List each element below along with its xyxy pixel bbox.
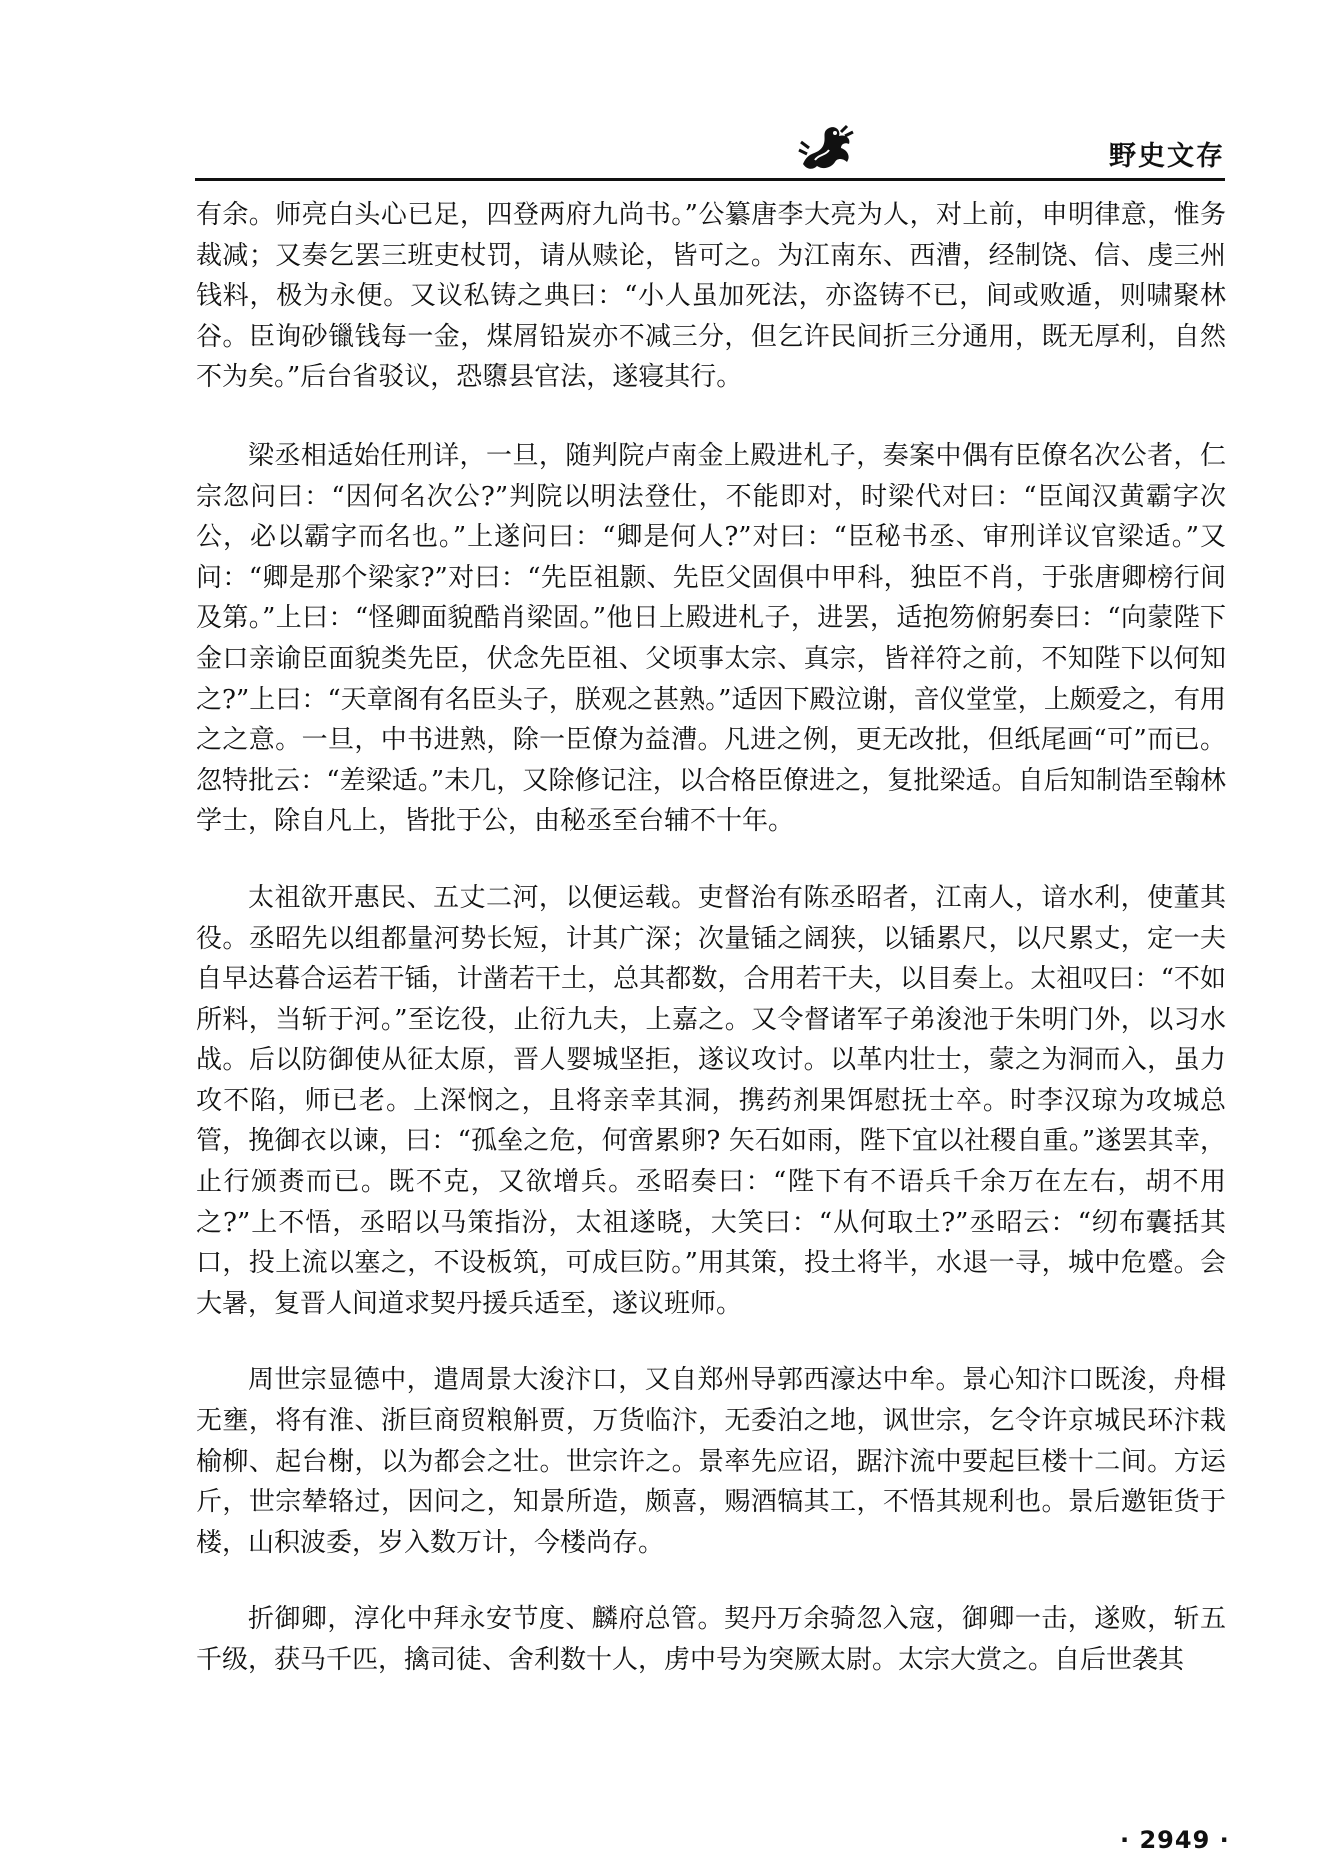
series-title: 野史文存 [1109,141,1225,172]
header-rule [195,178,1225,181]
paragraph-zhou-jing: 周世宗显德中，遣周景大浚汴口，又自郑州导郭西濠达中牟。景心知汴口既浚，舟楫无壅，将有淮、浙巨商贸粮斛贾，万货临汴，无委泊之地，讽世宗，乞令许京城民环汴栽榆柳、起台榭，以为都会之壮。世宗许之。景率先应诏，踞汴流中要起巨楼十二间。方运斤，世宗辇辂过，因问之，知景所造，颇喜，赐酒犒其工，不悟其规利也。景后邀钜货于楼，山积波委，岁入数万计，今楼尚存。 [196,1365,1226,1558]
paragraph-liang-shi: 梁丞相适始任刑详，一旦，随判院卢南金上殿进札子，奏案中偶有臣僚名次公者，仁宗忽问曰：“因何名次公?”判院以明法登仕，不能即对，时梁代对曰：“臣闻汉黄霸字次公，必以霸字而名也。”上遂问曰：“卿是何人?”对曰：“臣秘书丞、审刑详议官梁适。”又问：“卿是那个梁家?”对曰：“先臣祖颢、先臣父固俱中甲科，独臣不肖，于张唐卿榜行间及第。”上曰：“怪卿面貌酷肖梁固。”他日上殿进札子，进罢，适抱笏俯躬奏曰：“向蒙陛下金口亲谕臣面貌类先臣，伏念先臣祖、父顷事太宗、真宗，皆祥符之前，不知陛下以何知之?”上曰：“天章阁有名臣头子，朕观之甚熟。”适因下殿泣谢，音仪堂堂，上颇爱之，有用之之意。一旦，中书进熟，除一臣僚为益漕。凡进之例，更无改批，但纸尾画“可”而已。忽特批云：“差梁适。”未几，又除修记注，以合格臣僚进之，复批梁适。自后知制诰至翰林学士，除自凡上，皆批于公，由秘丞至台辅不十年。 [196,440,1226,837]
page-number: · 2949 · [1120,1826,1230,1854]
paragraph-continued: 有余。师亮白头心已足，四登两府九尚书。”公纂唐李大亮为人，对上前，申明律意，惟务裁减；又奏乞罢三班吏杖罚，请从赎论，皆可之。为江南东、西漕，经制饶、信、虔三州钱料，极为永便。又议私铸之典曰：“小人虽加死法，亦盗铸不已，间或败遁，则啸聚林谷。臣询砂镴钱每一金，煤屑铅炭亦不减三分，但乞许民间折三分通用，既无厚利，自然不为矣。”后台省驳议，恐隳县官法，遂寝其行。 [196,200,1226,393]
dragon-emblem-icon [795,120,857,176]
body-text [196,195,1226,1681]
paragraph-taizu-canals: 太祖欲开惠民、五丈二河，以便运载。吏督治有陈丞昭者，江南人，谙水利，使董其役。丞昭先以组都量河势长短，计其广深；次量锸之阔狭，以锸累尺，以尺累丈，定一夫自早达暮合运若干锸，计凿若干土，总其都数，合用若干夫，以目奏上。太祖叹曰：“不如所料，当斩于河。”至讫役，止衍九夫，上嘉之。又令督诸军子弟浚池于朱明门外，以习水战。后以防御使从征太原，晋人婴城坚拒，遂议攻讨。以革内壮士，蒙之为洞而入，虽力攻不陷，师已老。上深悯之，且将亲幸其洞，携药剂果饵慰抚士卒。时李汉琼为攻城总管，挽御衣以谏，曰：“孤垒之危，何啻累卵? 矢石如雨，陛下宜以社稷自重。”遂罢其幸，止行颁赉而已。既不克，又欲增兵。丞昭奏曰：“陛下有不语兵千余万在左右，胡不用之?”上不悟，丞昭以马策指汾，太祖遂晓，大笑曰：“从何取土?”丞昭云：“纫布囊括其口，投上流以塞之，不设板筑，可成巨防。”用其策，投土将半，水退一寻，城中危蹙。会大暑，复晋人间道求契丹援兵适至，遂议班师。 [196,882,1226,1319]
running-header [195,120,1225,182]
paragraph-zhe-yuqing: 折御卿，淳化中拜永安节度、麟府总管。契丹万余骑忽入寇，御卿一击，遂败，斩五千级，获马千匹，擒司徒、舍利数十人，虏中号为突厥太尉。太宗大赏之。自后世袭其 [196,1604,1226,1675]
